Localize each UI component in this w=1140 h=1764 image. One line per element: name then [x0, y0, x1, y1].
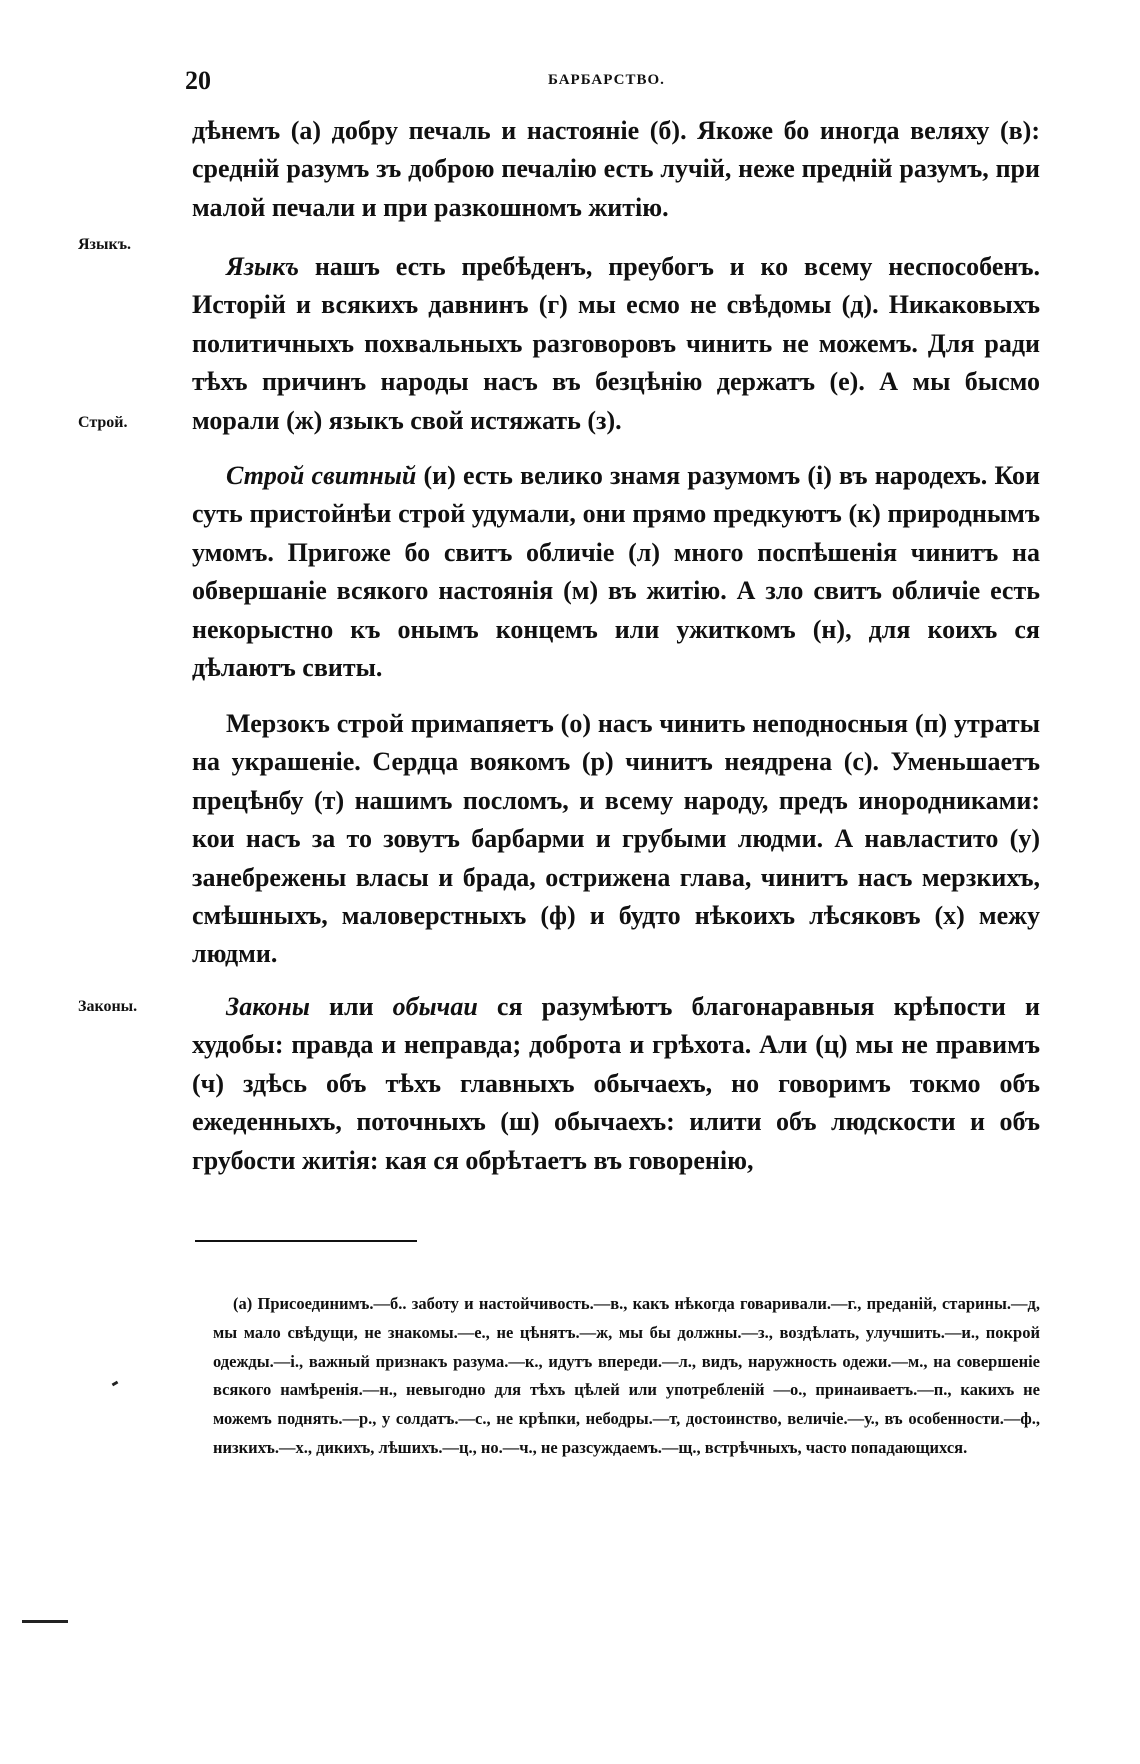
- margin-note-yazyk: Языкъ.: [78, 236, 132, 253]
- paragraph-merzok: Мерзокъ строй примапяетъ (о) насъ чинить неподносныя (п) утраты на украшенiе. Сердца воякомъ (р) чинитъ неядрена (с). Уменьшаетъ прецѣнбу (т) нашимъ посломъ, и всему народу, предъ инородниками: кои насъ за то зовутъ барбарми и грубыми людми. А навластито (у) занебрежены власы и брада, острижена глава, чинитъ насъ мерзкихъ, смѣшныхъ, маловерстныхъ (ф) и будто нѣкоихъ лѣсяковъ (х) межу людми.: [192, 709, 1040, 969]
- paragraph-body-stroi: (и) есть велико знамя разумомъ (i) въ народехъ. Кои суть пристойнѣи строй удумали, они прямо предкуютъ (к) природнымъ умомъ. Пригоже бо свитъ обличiе (л) много поспѣшенiя чинитъ на обвершанiе всякого настоянiя (м) въ житiю. А зло свитъ обличiе есть некорыстно къ онымъ концемъ или ужиткомъ (н), для коихъ ся дѣлаютъ свиты.: [192, 461, 1040, 683]
- paragraph-body-zakony: ся разумѣютъ благонаравныя крѣпости и худобы: правда и неправда; доброта и грѣхота. Али (ц) мы не правимъ (ч) здѣсь объ тѣхъ главныхъ обычаехъ, но говоримъ токмо объ ежеденныхъ, поточныхъ (ш) обычаехъ: илити объ людскости и объ грубости житiя: кая ся обрѣтаетъ въ говоренiю,: [192, 992, 1040, 1175]
- paragraph-yazyk: [192, 248, 1040, 440]
- paragraph-continuation: дѣнемъ (а) добру печаль и настояніе (б). Якоже бо иногда веляху (в): среднiй разумъ зъ доброю печалiю есть лучiй, неже преднiй разумъ, при малой печали и при разкошномъ житiю.: [192, 116, 1040, 222]
- margin-note-zakony: Законы.: [78, 998, 138, 1015]
- scan-speck: [112, 1381, 119, 1387]
- paragraph-lead-stroi: Строй свитный: [226, 461, 417, 490]
- paragraph-lead-zakony: Законы: [226, 992, 310, 1021]
- margin-note-stroi: Строй.: [78, 414, 128, 431]
- paragraph-lead-yazyk: Языкъ: [226, 252, 299, 281]
- paragraph-body-yazyk: нашъ есть пребѣденъ, преубогъ и ко всему неспособенъ. Исторiй и всякихъ давнинъ (г) мы есмо не свѣдомы (д). Никаковыхъ политичныхъ похвальныхъ разговоровъ чинить не можемъ. Для ради тѣхъ причинъ народы насъ въ безцѣнiю держатъ (е). А мы бысмо морали (ж) языкъ свой истяжать (з).: [192, 252, 1040, 435]
- footnotes: (а) Присоединимъ.—б.. заботу и настойчивость.—в., какъ нѣкогда говаривали.—г., преданiй, старины.—д, мы мало свѣдущи, не знакомы.—е., не цѣнятъ.—ж, мы бы должны.—з., воздѣлать, улучшить.—и., покрой одежды.—i., важный признакъ разума.—к., идутъ впереди.—л., видъ, наружность одежи.—м., на совершенiе всякого намѣренiя.—н., невыгодно для тѣхъ цѣлей или употребленiй —о., принаиваетъ.—п., какихъ не можемъ поднять.—р., у солдатъ.—с., не крѣпки, небодры.—т, достоинство, величiе.—у., въ особенности.—ф., низкихъ.—х., дикихъ, лѣшихъ.—ц., но.—ч., не разсуждаемъ.—щ., встрѣчныхъ, часто попадающихся.: [213, 1294, 1040, 1457]
- paragraph-stroi: [192, 457, 1040, 687]
- running-head: БАРБАРСТВО.: [548, 72, 665, 88]
- paragraph-conj-zakony: или: [309, 992, 393, 1021]
- paragraph-zakony: [192, 988, 1040, 1180]
- footnote-separator-rule: [195, 1240, 417, 1242]
- page-number: 20: [185, 66, 211, 95]
- paragraph-lead-obychai: обычаи: [392, 992, 478, 1021]
- scan-mark: [22, 1620, 68, 1623]
